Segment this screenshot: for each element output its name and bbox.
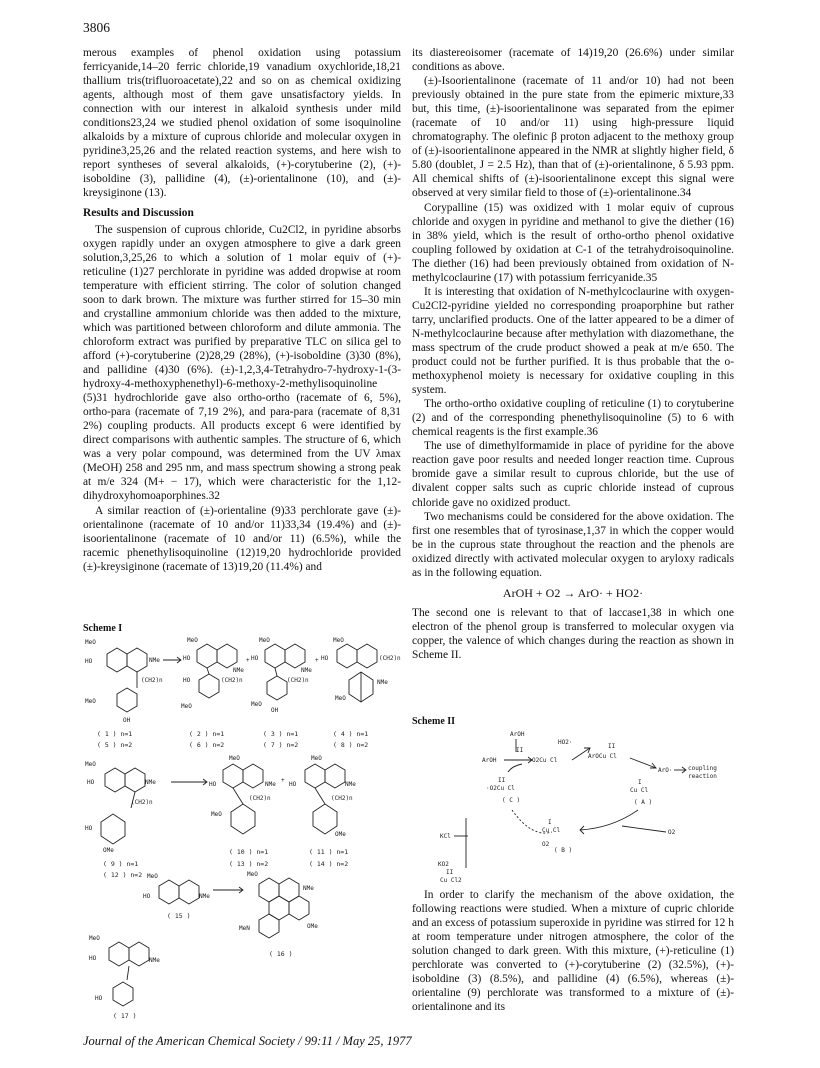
compound-label: ( 5 ) n=2 (97, 741, 133, 749)
o2cucl-label: O2Cu Cl (532, 757, 558, 764)
structure-11 (289, 755, 356, 868)
structure-9 (85, 761, 156, 879)
meo-label: MeO (311, 755, 322, 762)
compound-label: ( 7 ) n=2 (263, 741, 299, 749)
compound-label: ( 6 ) n=2 (189, 741, 225, 749)
meo-label: MeO (333, 637, 344, 644)
paragraph: A similar reaction of (±)-orientaline (9)33 perchlorate gave (±)-orientalinone (racemate of 10 and/or 11)33,34 (19.4%) and (±)-isoorientalinone (racemate of 10 and/or 11) (6.5%), while the racemic phenethylisoquinoline (12)19,20 hydrochloride provided (±)-kreysiginone (racemate of 13)19,20 (11.4%) and (83, 504, 401, 573)
plus-sign: + (315, 657, 319, 664)
ch2n-label: (CH2)n (221, 677, 243, 684)
paragraph: The second one is relevant to that of laccase1,38 in which one electron of the phenol group is transferred to molecular oxygen via copper, the valence of which changes during the reaction as shown in Scheme II. (412, 606, 734, 661)
nme-label: NMe (149, 957, 160, 964)
meo-label: MeO (85, 698, 96, 705)
arocucl-label: ArOCu Cl (588, 753, 617, 760)
ome-label: OMe (103, 847, 114, 854)
meo-label: MeO (85, 639, 96, 646)
o2-mid-label: O2 (542, 841, 550, 848)
ii-label: II (446, 869, 454, 876)
paragraph: It is interesting that oxidation of N-methylcoclaurine with oxygen-Cu2Cl2-pyridine yielded no corresponding proaporphine but rather tarry, unclarified products. One of the latter appeared to be a dimer of N-methylcoclaurine because after methylation with diazomethane, the mass spectrum of the crude product showed a peak at m/e 650. The product could not be further purified. It is thus probable that the o-methoxyphenol moiety is necessary for oxidative coupling in this system. (412, 285, 734, 397)
compound-label: ( 14 ) n=2 (309, 860, 349, 868)
meo-label: MeO (251, 701, 262, 708)
paragraph: (±)-Isoorientalinone (racemate of 11 and/or 10) had not been previously obtained in the pure state from the epimeric mixture,33 but, this time, (±)-isoorientalinone was separated from the epimer (racemate of 10 and/or 11) using high-pressure liquid chromatography. The olefinic β proton adjacent to the methoxy group of (±)-isoorientalinone appeared in the NMR at slightly higher field, δ 5.80 (doublet, J = 2.5 Hz), than that of (±)-orientalinone, δ 5.93 ppm. All chemical shifts of (±)-isoorientalinone except this signal were observed at very similar field to those of (±)-orientalinone.34 (412, 75, 734, 200)
cucl-a-label: Cu Cl (630, 787, 649, 794)
page-number: 3806 (83, 20, 110, 35)
structure-10 (209, 755, 276, 868)
meo-label: MeO (147, 873, 158, 880)
ch2n-label: (CH2)n (379, 655, 401, 662)
left-column (83, 46, 401, 574)
compound-label: ( 1 ) n=1 (97, 730, 133, 738)
nme-label: NMe (265, 781, 276, 788)
aroh-label: ArOH (482, 757, 497, 764)
coupling-label: coupling (688, 765, 717, 772)
meo-label: MeO (181, 703, 192, 710)
paragraph: Corypalline (15) was oxidized with 1 molar equiv of cuprous chloride and oxygen in pyridine and methanol to give the diether (16) in 38% yield, which is the result of ortho-ortho phenol oxidative coupling followed by oxidation at C-1 of the tetrahydroisoquinoline. The diether (16) had been previously obtained from oxidation of N-methylcoclaurine (17) with potassium ferricyanide.35 (412, 201, 734, 284)
i-label: I (638, 779, 642, 786)
aroh-label: ArOH (510, 731, 525, 738)
paragraph: Two mechanisms could be considered for the above oxidation. The first one resembles that of tyrosinase,1,37 in which the copper would be in the cuprous state throughout the reaction and the phenols are oxidized directly with activated molecular oxygen to aryloxy radicals as in the following equation. (412, 510, 734, 579)
right-column (412, 46, 734, 662)
ho-label: HO (95, 995, 103, 1002)
ho-label: HO (85, 658, 93, 665)
compound-label: ( 15 ) (167, 912, 191, 920)
compound-label: ( 4 ) n=1 (333, 730, 369, 738)
structure-15 (143, 873, 210, 920)
plus-sign: + (281, 777, 285, 784)
nme-label: NMe (199, 893, 210, 900)
ho2-label: HO2· (558, 739, 573, 746)
scheme1-diagram (83, 636, 405, 1026)
c-label: ( C ) (502, 797, 521, 804)
scheme2-title: Scheme II (412, 716, 456, 727)
right-column-bottom (412, 888, 734, 1014)
ch2n-label: (CH2)n (287, 677, 309, 684)
ch2n-label: (CH2)n (141, 677, 163, 684)
ch2n-label: (CH2)n (249, 795, 271, 802)
nme-label: NMe (301, 667, 312, 674)
men-label: MeN (239, 925, 250, 932)
structure-2 (181, 637, 244, 749)
ho-label: HO (85, 825, 93, 832)
cucl2-label: Cu Cl2 (440, 877, 462, 884)
ii-label: II (608, 743, 616, 750)
ho-label: HO (289, 781, 297, 788)
ho-label: HO (143, 893, 151, 900)
meo-label: MeO (85, 761, 96, 768)
structure-16 (239, 871, 318, 958)
plus-sign: + (246, 657, 250, 664)
a-label: ( A ) (634, 799, 653, 806)
nme-label: NMe (233, 667, 244, 674)
ome-label: OMe (335, 831, 346, 838)
ho-label: HO (251, 655, 259, 662)
compound-label: ( 16 ) (269, 950, 293, 958)
meo-label: MeO (89, 935, 100, 942)
o2-right-label: O2 (668, 829, 676, 836)
meo-label: MeO (335, 695, 346, 702)
ho-label: HO (87, 779, 95, 786)
cucl-mid-label: Cu Cl (542, 827, 561, 834)
ho-label: HO (183, 655, 191, 662)
paragraph: The use of dimethylformamide in place of pyridine for the above reaction gave poor results and needed longer reaction time. Cuprous bromide gave a similar result to cuprous chloride, but the use of divalent copper salts such as cupric chloride instead of cuprous chloride gave no oxidized product. (412, 440, 734, 509)
ch2n-label: (CH2)n (131, 799, 153, 806)
b-label: ( B ) (554, 847, 573, 854)
kcl-label: KCl (440, 833, 451, 840)
reaction-label: reaction (688, 773, 717, 780)
paragraph: The suspension of cuprous chloride, Cu2Cl2, in pyridine absorbs oxygen rapidly under an oxygen atmosphere to give a dark green solution,3,25,26 to which a solution of 1 molar equiv of (+)-reticuline (1)27 perchlorate in pyridine was added dropwise at room temperature with efficient stirring. The color of solution changed soon to dark brown. The mixture was further stirred for 15–30 min and crystalline ammonium chloride was then added to the mixture, which was partitioned between chloroform and dilute ammonia. The chloroform extract was purified by preparative TLC on silica gel to afford (+)-corytuberine (2)28,29 (28%), (+)-isoboldine (3)30 (8%), and pallidine (4)30 (6%). (±)-1,2,3,4-Tetrahydro-7-hydroxy-1-(3-hydroxy-4-methoxyphenethyl)-6-methoxy-2-methylisoquinoline (5)31 hydrochloride gave also ortho-ortho (racemate of 6, 5%), ortho-para (racemate of 7,19 2%), and para-para (racemate of 8,31 2%) coupling products. All products except 6 were identified by direct comparisons with authentic samples. The structure of 6, which was a very polar compound, was determined from the UV λmax (MeOH) 258 and 295 nm, and mass spectrum showing a strong peak at m/e 324 (M+ − 17), which were characteristic for the 1,12-dihydroxyhomoaporphines.32 (83, 223, 401, 503)
compound-label: ( 17 ) (113, 1012, 137, 1020)
compound-label: ( 9 ) n=1 (103, 860, 139, 868)
compound-label: ( 3 ) n=1 (263, 730, 299, 738)
paragraph: merous examples of phenol oxidation using potassium ferricyanide,14–20 ferric chloride,19 vanadium oxychloride,18,21 thallium tris(trifluoroacetate),22 and so on as chemical oxidizing agents, although most of them gave unsatisfactory yields. In connection with our interest in alkaloid synthesis under mild conditions23,24 we studied phenol oxidation of some isoquinoline alkaloids by a mixture of cuprous chloride and molecular oxygen in pyridine3,25,26 and the related reaction systems, and here wish to report syntheses of several alkaloids, (+)-corytuberine (2), (+)-isoboldine (3), pallidine (4), (±)-orientalinone (10), and (±)-kreysiginone (13). (83, 47, 401, 200)
ho-label: HO (209, 781, 217, 788)
nme-label: NMe (303, 885, 314, 892)
paragraph: its diastereoisomer (racemate of 14)19,20 (26.6%) under similar conditions as above. (412, 47, 734, 74)
ome-label: OMe (307, 923, 318, 930)
meo-label: MeO (229, 755, 240, 762)
journal-footer: Journal of the American Chemical Society / 99:11 / May 25, 1977 (83, 1034, 412, 1048)
compound-label: ( 2 ) n=1 (189, 730, 225, 738)
structure-3 (251, 637, 312, 749)
meo-label: MeO (187, 637, 198, 644)
compound-label: ( 11 ) n=1 (309, 848, 349, 856)
oh-label: OH (271, 707, 279, 714)
meo-label: MeO (259, 637, 270, 644)
paragraph: The ortho-ortho oxidative coupling of reticuline (1) to corytuberine (2) and of the corresponding phenethylisoquinoline (5) to 6 with chemical reagents is the first example.36 (412, 398, 734, 439)
ko2-label: KO2 (438, 861, 449, 868)
compound-label: ( 10 ) n=1 (229, 848, 269, 856)
compound-label: ( 12 ) n=2 (103, 871, 143, 879)
scheme2-diagram (412, 728, 734, 884)
structure-4 (321, 637, 401, 749)
nme-label: NMe (345, 781, 356, 788)
nme-label: NMe (149, 657, 160, 664)
equation: ArOH + O2 → ArO· + HO2· (502, 585, 644, 600)
structure-17 (89, 935, 160, 1020)
scheme1-title: Scheme I (83, 623, 123, 634)
compound-label: ( 8 ) n=2 (333, 741, 369, 749)
ho-label: HO (89, 955, 97, 962)
ch2n-label: (CH2)n (331, 795, 353, 802)
ii-label: II (516, 747, 524, 754)
oh-label: OH (123, 717, 131, 724)
aro-label: ArO· (658, 767, 673, 774)
section-heading: Results and Discussion (83, 206, 194, 219)
ii-label: II (498, 777, 506, 784)
ho-label: HO (183, 677, 191, 684)
o2cucl-c-label: ·O2Cu Cl (486, 785, 515, 792)
meo-label: MeO (247, 871, 258, 878)
ho-label: HO (321, 655, 329, 662)
nme-label: NMe (377, 679, 388, 686)
paragraph: In order to clarify the mechanism of the above oxidation, the following reactions were studied. When a mixture of cupric chloride and an excess of potassium superoxide in pyridine was stirred for 12 h at room temperature under nitrogen atmosphere, the color of the solution changed to dark green. With this mixture, (+)-reticuline (1) perchlorate was converted to (+)-corytuberine (2) (32.5%), (+)-isoboldine (3) (8.5%), and pallidine (4) (6.5%), whereas (±)-orientaline (9) perchlorate was transformed to a mixture of (±)-orientalinone and its (412, 889, 734, 1014)
meo-label: MeO (211, 811, 222, 818)
nme-label: NMe (145, 779, 156, 786)
i-label: I (548, 819, 552, 826)
structure-1 (85, 639, 163, 749)
compound-label: ( 13 ) n=2 (229, 860, 269, 868)
